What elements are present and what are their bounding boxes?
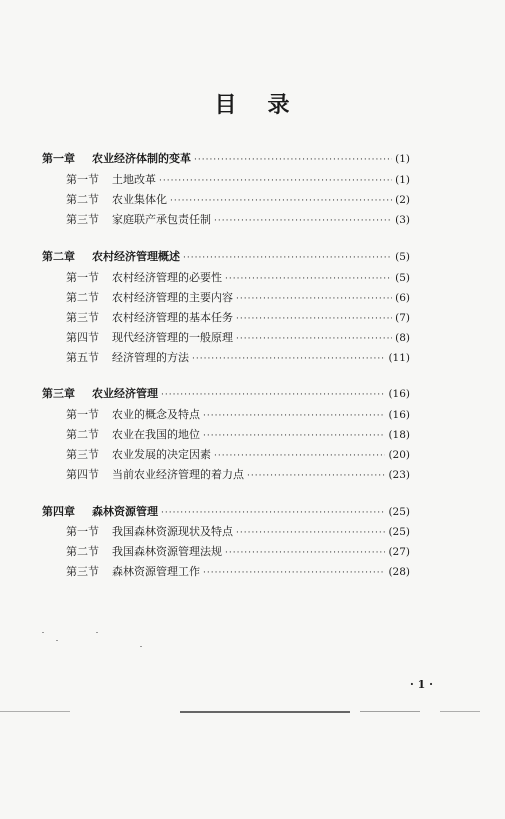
section-number: 第三节: [66, 311, 99, 324]
section-number: 第二节: [66, 291, 99, 304]
section-number: 第三节: [66, 448, 99, 461]
dot-leader: [161, 386, 385, 404]
dot-leader: [214, 212, 392, 230]
section-number: 第一节: [66, 408, 99, 421]
dot-leader: [236, 310, 392, 328]
toc-section[interactable]: [66, 563, 410, 581]
toc-section[interactable]: [66, 426, 410, 444]
dot-leader: [236, 330, 392, 348]
dot-leader: [192, 350, 385, 368]
toc-section[interactable]: [66, 523, 410, 541]
chapter-number: 第三章: [42, 387, 75, 400]
page-title: [0, 88, 505, 119]
section-title: 现代经济管理的一般原理: [112, 331, 233, 344]
section-number: 第五节: [66, 351, 99, 364]
chapter-title: 森林资源管理: [92, 505, 158, 518]
section-page: (7): [395, 312, 410, 324]
scan-speck: [42, 632, 44, 633]
section-page: (1): [395, 174, 410, 186]
section-number: 第一节: [66, 271, 99, 284]
section-page: (20): [388, 449, 410, 461]
section-page: (11): [388, 352, 410, 364]
dot-leader: [183, 249, 392, 267]
scan-rule-center: [180, 711, 350, 713]
chapter-title: 农村经济管理概述: [92, 250, 180, 263]
dot-leader: [170, 192, 392, 210]
scan-rule-left: [0, 711, 70, 712]
section-page: (18): [388, 429, 410, 441]
section-title: 当前农业经济管理的着力点: [112, 468, 244, 481]
section-number: 第二节: [66, 428, 99, 441]
scan-speck: [56, 640, 58, 641]
toc-section[interactable]: [66, 329, 410, 347]
section-page: (5): [395, 272, 410, 284]
section-number: 第二节: [66, 193, 99, 206]
chapter-title: 农业经济管理: [92, 387, 158, 400]
chapter-page: (25): [388, 506, 410, 518]
dot-leader: [161, 504, 385, 522]
title-char-1: 目: [214, 92, 238, 118]
section-page: (2): [395, 194, 410, 206]
section-number: 第三节: [66, 213, 99, 226]
section-number: 第四节: [66, 468, 99, 481]
dot-leader: [236, 524, 385, 542]
toc-section[interactable]: [66, 289, 410, 307]
chapter-page: (1): [395, 153, 410, 165]
dot-leader: [236, 290, 392, 308]
section-number: 第二节: [66, 545, 99, 558]
toc-section[interactable]: [66, 446, 410, 464]
dot-leader: [194, 151, 392, 169]
section-title: 经济管理的方法: [112, 351, 189, 364]
toc-section[interactable]: [66, 406, 410, 424]
toc-section[interactable]: [66, 269, 410, 287]
section-page: (27): [388, 546, 410, 558]
section-title: 农业在我国的地位: [112, 428, 200, 441]
section-page: (23): [388, 469, 410, 481]
section-title: 家庭联产承包责任制: [112, 213, 211, 226]
section-title: 农村经济管理的主要内容: [112, 291, 233, 304]
toc-section[interactable]: [66, 211, 410, 229]
toc-chapter-4[interactable]: [42, 503, 410, 521]
section-title: 我国森林资源现状及特点: [112, 525, 233, 538]
section-title: 森林资源管理工作: [112, 565, 200, 578]
chapter-number: 第二章: [42, 250, 75, 263]
section-page: (28): [388, 566, 410, 578]
toc-section[interactable]: [66, 349, 410, 367]
toc-chapter-1[interactable]: [42, 150, 410, 168]
section-title: 农业集体化: [112, 193, 167, 206]
toc-section[interactable]: [66, 171, 410, 189]
section-page: (16): [388, 409, 410, 421]
toc-section[interactable]: [66, 466, 410, 484]
dot-leader: [247, 467, 385, 485]
toc-chapter-2[interactable]: [42, 248, 410, 266]
section-number: 第一节: [66, 173, 99, 186]
section-number: 第四节: [66, 331, 99, 344]
toc-section[interactable]: [66, 543, 410, 561]
dot-leader: [225, 544, 385, 562]
section-page: (6): [395, 292, 410, 304]
scan-rule-far-right: [440, 711, 480, 712]
section-number: 第一节: [66, 525, 99, 538]
dot-leader: [159, 172, 392, 190]
dot-leader: [214, 447, 385, 465]
toc-section[interactable]: [66, 309, 410, 327]
chapter-number: 第一章: [42, 152, 75, 165]
scan-rule-right: [360, 711, 420, 712]
dot-leader: [203, 564, 385, 582]
section-title: 土地改革: [112, 173, 156, 186]
section-title: 农业的概念及特点: [112, 408, 200, 421]
dot-leader: [203, 407, 385, 425]
section-title: 我国森林资源管理法规: [112, 545, 222, 558]
dot-leader: [203, 427, 385, 445]
section-title: 农村经济管理的基本任务: [112, 311, 233, 324]
section-page: (25): [388, 526, 410, 538]
scan-speck: [96, 632, 98, 633]
section-number: 第三节: [66, 565, 99, 578]
toc-section[interactable]: [66, 191, 410, 209]
section-page: (3): [395, 214, 410, 226]
page-number: · 1 ·: [410, 678, 433, 691]
section-title: 农村经济管理的必要性: [112, 271, 222, 284]
title-char-2: 录: [267, 92, 291, 118]
chapter-number: 第四章: [42, 505, 75, 518]
section-title: 农业发展的决定因素: [112, 448, 211, 461]
chapter-page: (5): [395, 251, 410, 263]
dot-leader: [225, 270, 392, 288]
scan-speck: [140, 646, 142, 647]
chapter-title: 农业经济体制的变革: [92, 152, 191, 165]
chapter-page: (16): [388, 388, 410, 400]
toc-chapter-3[interactable]: [42, 385, 410, 403]
section-page: (8): [395, 332, 410, 344]
